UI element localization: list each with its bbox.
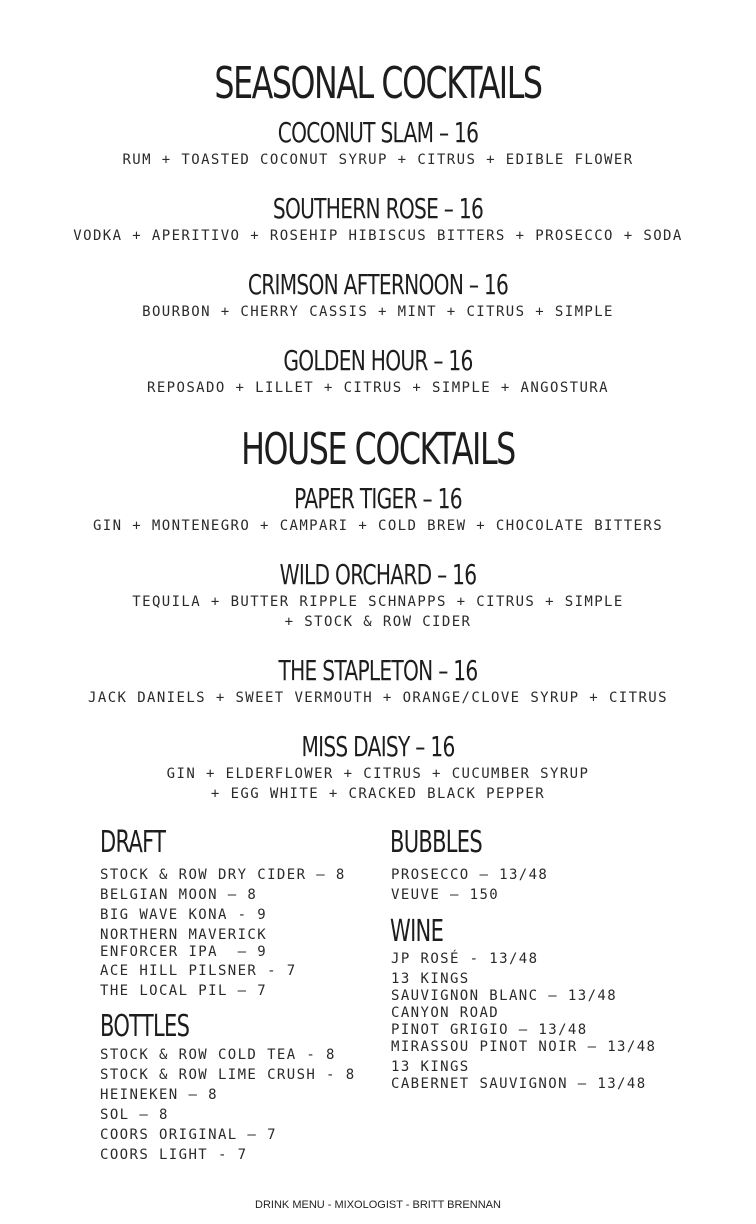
draft-item: ACE HILL PILSNER - 7 <box>100 963 297 979</box>
bottles-title: BOTTLES <box>100 1009 190 1044</box>
bottles-item: STOCK & ROW LIME CRUSH - 8 <box>100 1067 356 1083</box>
wine-item: 13 KINGS SAUVIGNON BLANC – 13/48 <box>391 971 618 1004</box>
seasonal-cocktails-title: SEASONAL COCKTAILS <box>214 58 542 109</box>
wine-item: JP ROSÉ - 13/48 <box>391 951 539 967</box>
bottles-item: HEINEKEN – 8 <box>100 1087 218 1103</box>
bubbles-item: VEUVE – 150 <box>391 887 500 903</box>
drink-name-coconut-slam: COCONUT SLAM – 16 <box>277 116 479 149</box>
wine-title: WINE <box>390 914 444 949</box>
wine-item: MIRASSOU PINOT NOIR – 13/48 <box>391 1039 657 1055</box>
drink-desc-southern-rose: VODKA + APERITIVO + ROSEHIP HIBISCUS BITTERS + PROSECCO + SODA <box>73 228 683 244</box>
drink-desc-coconut-slam: RUM + TOASTED COCONUT SYRUP + CITRUS + EDIBLE FLOWER <box>122 152 634 168</box>
bottles-item: STOCK & ROW COLD TEA - 8 <box>100 1047 336 1063</box>
wine-item: 13 KINGS CABERNET SAUVIGNON – 13/48 <box>391 1059 647 1092</box>
house-cocktails-title: HOUSE COCKTAILS <box>241 424 515 475</box>
drink-name-paper-tiger: PAPER TIGER – 16 <box>294 482 462 515</box>
drink-desc-wild-orchard-line-1: TEQUILA + BUTTER RIPPLE SCHNAPPS + CITRUS + SIMPLE <box>132 594 624 610</box>
draft-item: BIG WAVE KONA - 9 <box>100 907 268 923</box>
drink-name-southern-rose: SOUTHERN ROSE – 16 <box>272 192 484 225</box>
drink-name-golden-hour: GOLDEN HOUR – 16 <box>283 344 473 377</box>
bottles-item: SOL – 8 <box>100 1107 169 1123</box>
drink-desc-paper-tiger: GIN + MONTENEGRO + CAMPARI + COLD BREW + CHOCOLATE BITTERS <box>92 518 664 534</box>
wine-item: CANYON ROAD PINOT GRIGIO – 13/48 <box>391 1005 588 1038</box>
drink-desc-crimson-afternoon: BOURBON + CHERRY CASSIS + MINT + CITRUS + SIMPLE <box>142 304 614 320</box>
drink-name-the-stapleton: THE STAPLETON – 16 <box>278 654 478 687</box>
bubbles-item: PROSECCO – 13/48 <box>391 867 549 883</box>
bottles-item: COORS ORIGINAL – 7 <box>100 1127 277 1143</box>
drink-desc-the-stapleton: JACK DANIELS + SWEET VERMOUTH + ORANGE/CLOVE SYRUP + CITRUS <box>88 690 668 706</box>
drink-desc-miss-daisy-line-2: + EGG WHITE + CRACKED BLACK PEPPER <box>210 786 546 802</box>
drink-name-crimson-afternoon: CRIMSON AFTERNOON – 16 <box>247 268 509 301</box>
draft-title: DRAFT <box>100 825 166 860</box>
footer-credit: DRINK MENU - MIXOLOGIST - BRITT BRENNAN <box>255 1199 501 1211</box>
draft-item: STOCK & ROW DRY CIDER – 8 <box>100 867 346 883</box>
bubbles-title: BUBBLES <box>390 825 482 860</box>
drink-desc-golden-hour: REPOSADO + LILLET + CITRUS + SIMPLE + ANGOSTURA <box>147 380 609 396</box>
bottles-item: COORS LIGHT - 7 <box>100 1147 248 1163</box>
drink-name-miss-daisy: MISS DAISY – 16 <box>301 730 455 763</box>
drink-desc-miss-daisy-line-1: GIN + ELDERFLOWER + CITRUS + CUCUMBER SYRUP <box>166 766 590 782</box>
draft-item: NORTHERN MAVERICK ENFORCER IPA – 9 <box>100 927 268 960</box>
draft-item: THE LOCAL PIL – 7 <box>100 983 268 999</box>
draft-item: BELGIAN MOON – 8 <box>100 887 258 903</box>
drink-name-wild-orchard: WILD ORCHARD – 16 <box>279 558 477 591</box>
drink-desc-wild-orchard-line-2: + STOCK & ROW CIDER <box>284 614 472 630</box>
